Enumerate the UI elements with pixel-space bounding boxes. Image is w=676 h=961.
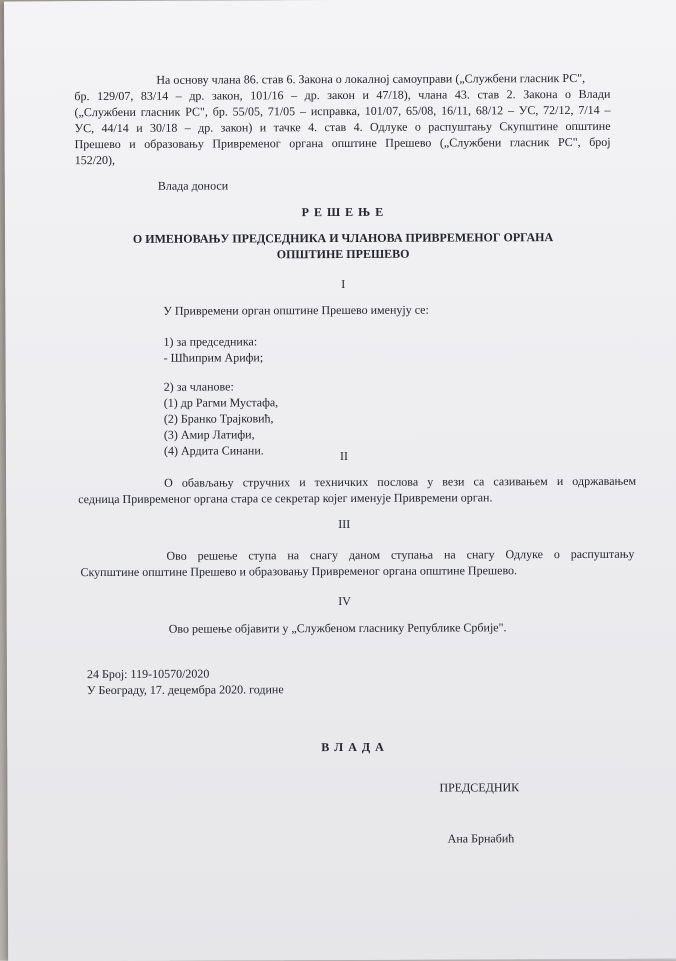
section-heading: II <box>339 448 349 464</box>
section-text: седница Привременог органа стара се секретар којег именује Привремени орган. <box>78 490 493 507</box>
preamble-line: На основу члана 86. став 6. Закона о локалној самоуправи („Службени гласник РС", <box>156 70 586 87</box>
member-item: (2) Бранко Трајковић, <box>163 411 274 426</box>
preamble-line: Прешево и образовању Привременог органа општине Прешево („Службени гласник РС", број <box>74 134 611 152</box>
president-name: - Шћиприм Арифи; <box>163 350 264 365</box>
enacting-clause: Влада доноси <box>157 178 229 193</box>
section-text: О обављању стручних и техничких послова у вези са сазивањем и одржавањем <box>164 473 637 490</box>
section-heading: I <box>341 276 346 291</box>
document-page <box>4 0 676 961</box>
preamble-line: („Службени гласник РС", бр. 55/05, 71/05 – исправка, 101/07, 65/08, 16/11, 68/12 – УС, 72/12, 7/14 – <box>74 102 611 120</box>
signatory-name: Ана Брнабић <box>447 831 515 846</box>
section-heading: IV <box>338 593 351 609</box>
signatory-title: ПРЕДСЕДНИК <box>439 780 520 795</box>
section-text: У Привремени орган општине Прешево именују се: <box>163 302 429 318</box>
issuing-body: В Л А Д А <box>321 739 385 755</box>
document-subject-line: ОПШТИНЕ ПРЕШЕВО <box>276 246 410 262</box>
document-type-title: Р Е Ш Е Њ Е <box>301 204 385 220</box>
section-text: Ово решење ступа на снагу даном ступања на снагу Одлуке о распуштању <box>166 546 635 563</box>
section-text: Ово решење објавити у „Службеном гласнику Републике Србије". <box>168 620 507 636</box>
president-label: 1) за председника: <box>163 334 258 349</box>
reference-number: 24 Број: 119-10570/2020 <box>86 666 210 682</box>
document-subject-line: О ИМЕНОВАЊУ ПРЕДСЕДНИКА И ЧЛАНОВА ПРИВРЕМЕНОГ ОРГАНА <box>132 230 554 246</box>
section-heading: III <box>338 516 351 532</box>
members-label: 2) за чланове: <box>163 379 234 394</box>
place-and-date: У Београду, 17. децембра 2020. године <box>86 682 284 698</box>
member-item: (4) Ардита Синани. <box>163 443 264 458</box>
preamble-line: бр. 129/07, 83/14 – др. закон, 101/16 – др. закон и 47/18), члана 43. став 2. Закона о Влади <box>74 86 611 104</box>
section-text: Скупштине општине Прешево и образовању Привременог органа општине Прешево. <box>80 563 518 580</box>
preamble-line: 152/20), <box>74 152 116 168</box>
member-item: (1) др Рагми Мустафа, <box>163 395 279 410</box>
preamble-line: УС, 44/14 и 30/18 – др. закон) и тачке 4. став 4. Одлуке о распуштању Скупштине општине <box>74 118 611 136</box>
member-item: (3) Амир Латифи, <box>163 427 255 442</box>
